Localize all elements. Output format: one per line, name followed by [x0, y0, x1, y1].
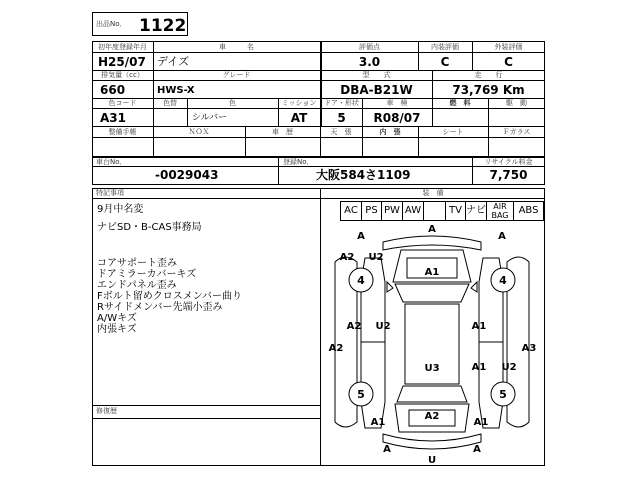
damage-mark: A: [473, 444, 481, 455]
damage-mark: U2: [501, 362, 517, 373]
damage-mark: A3: [521, 343, 537, 354]
recycle-fee: 7,750: [489, 168, 528, 182]
damage-mark: A1: [473, 417, 489, 428]
color-label: 色: [229, 99, 236, 107]
first-registration: H25/07: [98, 55, 146, 69]
tire-fr-mark: 4: [499, 274, 507, 287]
note-line: 内張キズ: [97, 324, 137, 335]
note-line: コアサポート歪み: [97, 258, 177, 269]
damage-mark: A2: [346, 321, 362, 332]
damage-mark: A2: [328, 343, 344, 354]
grade-label: グレード: [222, 71, 251, 79]
note-line: ナビSD・B-CAS事務局: [97, 222, 202, 233]
tire-rl-mark: 5: [357, 388, 365, 401]
mission-label: ミッション: [281, 99, 317, 107]
lot-label: 出品No．: [96, 20, 127, 28]
reg-label: 登録No．: [283, 158, 314, 166]
displacement: 660: [100, 83, 126, 97]
tire-icons: [346, 268, 515, 406]
note-line: Fボルト留めクロスメンバー曲り: [97, 291, 243, 302]
tire-fl-mark: 4: [357, 274, 365, 287]
equipment-row: [340, 201, 544, 221]
equip-blank: [424, 202, 446, 220]
lot-number: 1122: [139, 16, 187, 36]
damage-mark: U2: [368, 252, 384, 263]
color-code: A31: [100, 111, 126, 125]
score-label: 評価点: [359, 43, 380, 51]
equip-ac: AC: [341, 202, 362, 220]
equip-abs: ABS: [518, 205, 539, 216]
damage-mark: A: [498, 231, 506, 242]
fuel-label: 燃 料: [449, 99, 471, 107]
interior-label: 内装評価: [431, 43, 459, 51]
chassis-label: 車台No．: [96, 158, 127, 166]
recycle-label: リサイクル料金: [484, 158, 533, 166]
damage-mark: A2: [339, 252, 355, 263]
color-code-label: 色コード: [108, 99, 137, 107]
damage-mark: A2: [424, 411, 440, 422]
damage-mark: U: [427, 455, 437, 465]
equip-ps: PS: [362, 202, 382, 220]
registration-number: 大阪584さ1109: [316, 168, 411, 182]
nox-label: ＮＯＸ: [188, 128, 210, 136]
damage-mark: A1: [424, 267, 440, 278]
tire-rr-mark: 5: [499, 388, 507, 401]
exterior-grade: C: [504, 55, 513, 69]
drive-label: 駆 動: [506, 99, 527, 107]
fglass-label: Ｆガラス: [502, 128, 531, 136]
equip-airbag: AIR BAG: [487, 202, 514, 220]
color: シルバー: [192, 113, 228, 123]
note-line: 9月中名変: [97, 204, 144, 215]
model-label: 型 式: [362, 71, 391, 79]
damage-mark: A: [383, 444, 391, 455]
damage-mark: U2: [375, 321, 391, 332]
equip-aw: AW: [403, 202, 424, 220]
manual-label: 整備手帳: [108, 128, 137, 136]
note-line: Rサイドメンバー先端小歪み: [97, 302, 223, 313]
equip-pw: PW: [382, 202, 403, 220]
equipment-header: 装 備: [422, 189, 444, 197]
year-label: 初年度登録年月: [98, 43, 147, 51]
displacement-label: 排気量（cc）: [101, 71, 144, 79]
equip-navi: ナビ: [466, 202, 487, 220]
doors: 5: [337, 111, 346, 125]
note-line: エンドパネル歪み: [97, 280, 177, 291]
damage-mark: U3: [424, 363, 440, 374]
damage-mark: A: [357, 231, 365, 242]
exterior-label: 外装評価: [494, 43, 523, 51]
lot-box: [92, 12, 188, 36]
mileage: 73,769 Km: [452, 83, 525, 97]
chassis-number: -0029043: [155, 168, 219, 182]
car-name: デイズ: [157, 55, 190, 68]
notes-header: 特記事項: [96, 189, 124, 197]
inner-label: 内 張: [379, 128, 401, 136]
score: 3.0: [358, 55, 381, 69]
damage-mark: A1: [370, 417, 386, 428]
seat-label: シート: [442, 128, 464, 136]
mission: AT: [290, 111, 308, 125]
name-label: 車 名: [219, 43, 254, 51]
equip-tv: TV: [446, 202, 466, 220]
repair-label: 修復歴: [96, 407, 117, 415]
damage-mark: A: [428, 224, 436, 235]
roof-label: 天 張: [330, 128, 352, 136]
damage-mark: A1: [471, 362, 487, 373]
inspection-label: 車 検: [386, 99, 408, 107]
inspection: R08/07: [373, 111, 421, 125]
grade: HWS-X: [157, 85, 195, 96]
car-damage-diagram: [321, 222, 544, 465]
model-code: DBA-B21W: [340, 83, 413, 97]
door-label: ドア・形状: [324, 99, 359, 107]
history-label: 車 歴: [272, 128, 293, 136]
mileage-label: 走 行: [474, 71, 503, 79]
damage-mark: A1: [471, 321, 487, 332]
note-line: ドアミラーカバーキズ: [97, 269, 197, 280]
note-line: A/Wキズ: [97, 313, 137, 324]
hue-label: 色替: [163, 99, 177, 107]
interior-grade: C: [440, 55, 450, 69]
